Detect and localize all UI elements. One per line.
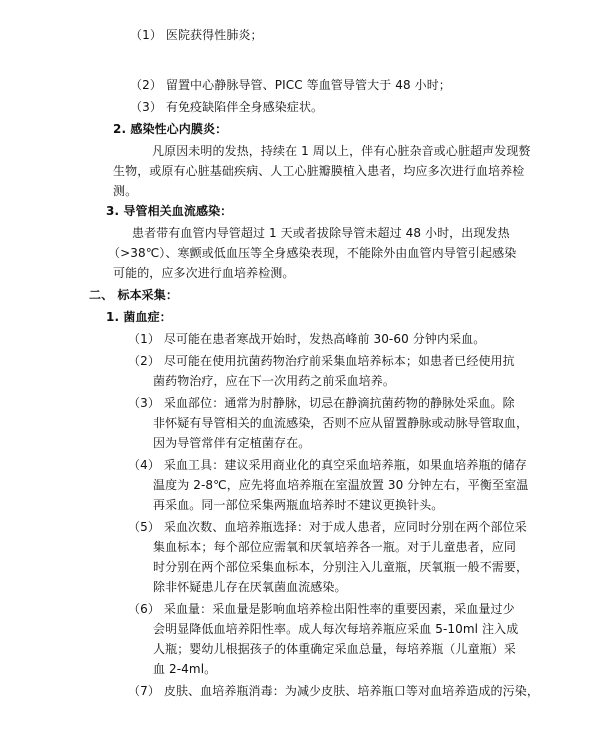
list-item: 人瓶；婴幼儿根据孩子的体重确定采血总量，每培养瓶（儿童瓶）采 [153, 642, 517, 656]
list-item: （6） 采血量：采血量是影响血培养检出阳性率的重要因素，采血量过少 [128, 602, 515, 616]
list-item: （1） 医院获得性肺炎； [130, 28, 263, 42]
list-item: 除非怀疑患儿存在厌氧菌血流感染。 [153, 580, 347, 594]
list-item: 血 2-4ml。 [153, 662, 217, 676]
section-heading: 1. 菌血症： [106, 310, 172, 324]
paragraph-line: （>38℃）、寒颤或低血压等全身感染表现，不能除外由血管内导管引起感染 [108, 246, 517, 260]
paragraph-line: 患者带有血管内导管超过 1 天或者拔除导管未超过 48 小时，出现发热 [132, 226, 510, 240]
list-item: （2） 留置中心静脉导管、PICC 等血管导管大于 48 小时； [130, 78, 451, 92]
list-item: 会明显降低血培养阳性率。成人每次每培养瓶应采血 5-10ml 注入成 [153, 622, 519, 636]
paragraph-line: 凡原因未明的发热，持续在 1 周以上，伴有心脏杂音或心脏超声发现赘 [152, 144, 531, 158]
paragraph-line: 生物，或原有心脏基础疾病、人工心脏瓣膜植入患者，均应多次进行血培养检 [113, 164, 525, 178]
list-item: 因为导管常伴有定植菌存在。 [153, 436, 311, 450]
list-item: 温度为 2-8℃，应先将血培养瓶在室温放置 30 分钟左右，平衡至室温 [153, 478, 529, 492]
section-heading: 2. 感染性心内膜炎： [113, 122, 228, 136]
list-item: 菌药物治疗，应在下一次用药之前采血培养。 [153, 374, 396, 388]
section-heading: 二、 标本采集： [89, 288, 178, 302]
section-heading: 3. 导管相关血流感染： [106, 204, 233, 218]
paragraph-line: 测。 [113, 184, 138, 198]
list-item: 非怀疑有导管相关的血流感染，否则不应从留置静脉或动脉导管取血， [153, 416, 529, 430]
paragraph-line: 可能的，应多次进行血培养检测。 [113, 266, 295, 280]
list-item: （4） 采血工具：建议采用商业化的真空采血培养瓶，如果血培养瓶的储存 [128, 458, 527, 472]
list-item: （2） 尽可能在使用抗菌药物治疗前采集血培养标本；如患者已经使用抗 [128, 354, 515, 368]
list-item: 时分别在两个部位采集血标本，分别注入儿童瓶，厌氧瓶一般不需要， [153, 560, 529, 574]
list-item: （1） 尽可能在患者寒战开始时，发热高峰前 30-60 分钟内采血。 [128, 332, 486, 346]
list-item: （5） 采血次数、血培养瓶选择：对于成人患者，应同时分别在两个部位采 [128, 520, 527, 534]
list-item: （7） 皮肤、血培养瓶消毒：为减少皮肤、培养瓶口等对血培养造成的污染， [128, 684, 539, 698]
list-item: 再采血。同一部位采集两瓶血培养时不建议更换针头。 [153, 498, 444, 512]
list-item: 集血标本；每个部位应需氧和厌氧培养各一瓶。对于儿童患者，应同 [153, 540, 517, 554]
list-item: （3） 采血部位：通常为肘静脉，切忌在静滴抗菌药物的静脉处采血。除 [128, 396, 515, 410]
list-item: （3） 有免疫缺陷伴全身感染症状。 [130, 100, 324, 114]
